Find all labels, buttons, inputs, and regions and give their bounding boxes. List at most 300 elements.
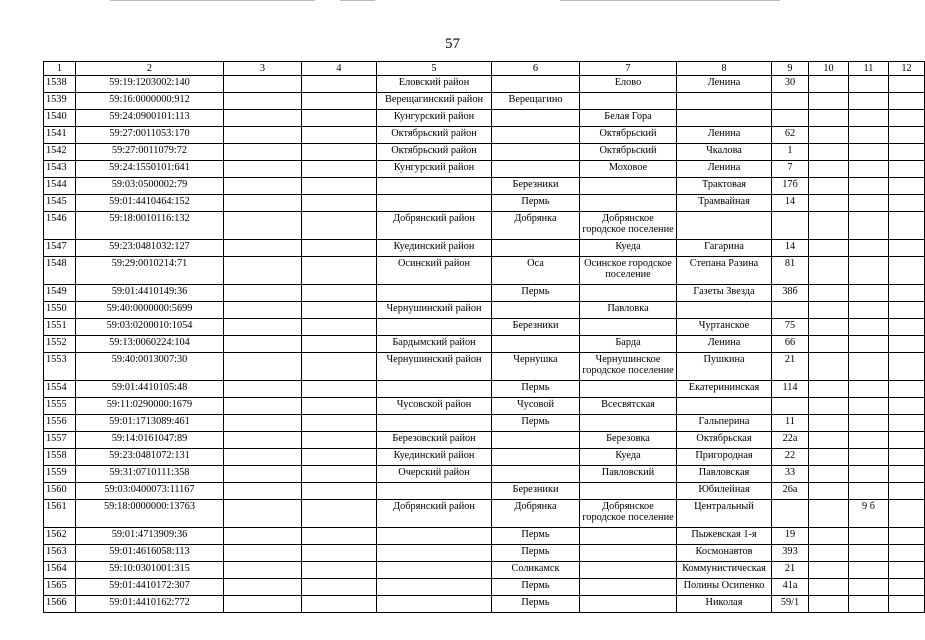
cadastral-number: 59:14:0161047:89 — [76, 432, 224, 449]
col-10 — [809, 528, 849, 545]
page-number: 57 — [445, 36, 460, 52]
street-cell: Трактовая — [677, 178, 772, 195]
street-cell: Газеты Звезда — [677, 285, 772, 302]
street-cell: Ленина — [677, 336, 772, 353]
col-11 — [849, 240, 889, 257]
locality-cell: Елово — [580, 76, 677, 93]
street-cell — [677, 212, 772, 240]
col-4 — [302, 432, 377, 449]
col-11 — [849, 161, 889, 178]
district-cell — [377, 195, 492, 212]
cadastral-number: 59:29:0010214:71 — [76, 257, 224, 285]
col-3 — [224, 483, 302, 500]
col-12 — [889, 178, 925, 195]
col-3 — [224, 398, 302, 415]
col-12 — [889, 319, 925, 336]
row-number: 1554 — [44, 381, 76, 398]
col-3 — [224, 466, 302, 483]
street-cell: Ленина — [677, 161, 772, 178]
table-row — [44, 240, 925, 257]
city-cell — [492, 302, 580, 319]
col-11 — [849, 353, 889, 381]
locality-cell — [580, 285, 677, 302]
row-number: 1552 — [44, 336, 76, 353]
locality-cell — [580, 562, 677, 579]
row-number: 1547 — [44, 240, 76, 257]
locality-cell: Добрянское городское поселение — [580, 212, 677, 240]
col-12 — [889, 195, 925, 212]
col-11 — [849, 381, 889, 398]
col-4 — [302, 596, 377, 613]
locality-cell: Всесвятская — [580, 398, 677, 415]
house-cell: 114 — [772, 381, 809, 398]
district-cell: Октябрьский район — [377, 144, 492, 161]
col-11 — [849, 302, 889, 319]
col-3 — [224, 195, 302, 212]
col-10 — [809, 579, 849, 596]
cadastral-number: 59:01:4410464:152 — [76, 195, 224, 212]
district-cell — [377, 381, 492, 398]
col-10 — [809, 302, 849, 319]
cadastral-number: 59:01:4410149:36 — [76, 285, 224, 302]
row-number: 1540 — [44, 110, 76, 127]
scan-top-rule — [110, 0, 315, 1]
street-cell: Ленина — [677, 76, 772, 93]
locality-cell: Добрянское городское поселение — [580, 500, 677, 528]
city-cell: Оса — [492, 257, 580, 285]
row-number: 1559 — [44, 466, 76, 483]
col-10 — [809, 93, 849, 110]
city-cell: Пермь — [492, 285, 580, 302]
row-number: 1557 — [44, 432, 76, 449]
column-header: 7 — [580, 62, 677, 76]
col-10 — [809, 449, 849, 466]
col-10 — [809, 381, 849, 398]
cadastral-number: 59:40:0013007:30 — [76, 353, 224, 381]
house-cell — [772, 110, 809, 127]
table-row — [44, 415, 925, 432]
column-header: 8 — [677, 62, 772, 76]
table-row — [44, 545, 925, 562]
column-header: 4 — [302, 62, 377, 76]
district-cell: Очерский район — [377, 466, 492, 483]
house-cell: 26а — [772, 483, 809, 500]
col-11 — [849, 528, 889, 545]
city-cell — [492, 76, 580, 93]
table-row — [44, 432, 925, 449]
col-3 — [224, 127, 302, 144]
col-11 — [849, 562, 889, 579]
col-11 — [849, 144, 889, 161]
col-10 — [809, 195, 849, 212]
col-12 — [889, 144, 925, 161]
district-cell: Добрянский район — [377, 212, 492, 240]
city-cell — [492, 466, 580, 483]
table-row — [44, 257, 925, 285]
city-cell: Пермь — [492, 579, 580, 596]
house-cell: 66 — [772, 336, 809, 353]
table-body — [44, 76, 925, 613]
register-table — [43, 61, 925, 613]
table-row — [44, 449, 925, 466]
col-11 — [849, 93, 889, 110]
col-10 — [809, 240, 849, 257]
city-cell: Пермь — [492, 596, 580, 613]
col-4 — [302, 500, 377, 528]
col-3 — [224, 353, 302, 381]
street-cell: Космонавтов — [677, 545, 772, 562]
city-cell: Соликамск — [492, 562, 580, 579]
col-12 — [889, 398, 925, 415]
cadastral-number: 59:11:0290000:1679 — [76, 398, 224, 415]
col-12 — [889, 257, 925, 285]
row-number: 1551 — [44, 319, 76, 336]
table-row — [44, 528, 925, 545]
table-row — [44, 336, 925, 353]
locality-cell: Павловка — [580, 302, 677, 319]
cadastral-number: 59:18:0010116:132 — [76, 212, 224, 240]
col-12 — [889, 381, 925, 398]
row-number: 1560 — [44, 483, 76, 500]
col-3 — [224, 562, 302, 579]
col-3 — [224, 336, 302, 353]
city-cell: Березники — [492, 483, 580, 500]
house-cell: 22а — [772, 432, 809, 449]
district-cell: Куединский район — [377, 449, 492, 466]
col-4 — [302, 381, 377, 398]
col-4 — [302, 562, 377, 579]
col-4 — [302, 483, 377, 500]
col-4 — [302, 319, 377, 336]
row-number: 1555 — [44, 398, 76, 415]
col-10 — [809, 161, 849, 178]
city-cell — [492, 432, 580, 449]
house-cell: 22 — [772, 449, 809, 466]
district-cell — [377, 545, 492, 562]
district-cell: Добрянский район — [377, 500, 492, 528]
col-4 — [302, 353, 377, 381]
col-10 — [809, 432, 849, 449]
locality-cell: Октябрьский — [580, 144, 677, 161]
cadastral-number: 59:24:1550101:641 — [76, 161, 224, 178]
col-12 — [889, 596, 925, 613]
cadastral-number: 59:03:0400073:11167 — [76, 483, 224, 500]
city-cell — [492, 449, 580, 466]
col-10 — [809, 500, 849, 528]
col-4 — [302, 240, 377, 257]
district-cell: Кунгурский район — [377, 161, 492, 178]
column-header: 3 — [224, 62, 302, 76]
col-11 — [849, 212, 889, 240]
col-12 — [889, 285, 925, 302]
row-number: 1556 — [44, 415, 76, 432]
col-10 — [809, 319, 849, 336]
house-cell: 41а — [772, 579, 809, 596]
table-row — [44, 579, 925, 596]
col-12 — [889, 562, 925, 579]
col-3 — [224, 285, 302, 302]
city-cell: Пермь — [492, 415, 580, 432]
cadastral-number: 59:18:0000000:13763 — [76, 500, 224, 528]
locality-cell: Чернушинское городское поселение — [580, 353, 677, 381]
col-12 — [889, 212, 925, 240]
table-row — [44, 500, 925, 528]
locality-cell — [580, 93, 677, 110]
col-4 — [302, 178, 377, 195]
col-3 — [224, 449, 302, 466]
col-11: 9 б — [849, 500, 889, 528]
house-cell — [772, 212, 809, 240]
col-4 — [302, 398, 377, 415]
col-12 — [889, 483, 925, 500]
col-12 — [889, 415, 925, 432]
col-4 — [302, 144, 377, 161]
row-number: 1543 — [44, 161, 76, 178]
col-4 — [302, 212, 377, 240]
row-number: 1542 — [44, 144, 76, 161]
col-3 — [224, 432, 302, 449]
row-number: 1563 — [44, 545, 76, 562]
column-header: 9 — [772, 62, 809, 76]
col-12 — [889, 432, 925, 449]
street-cell: Пыжевская 1-я — [677, 528, 772, 545]
col-11 — [849, 545, 889, 562]
table-row — [44, 381, 925, 398]
cadastral-number: 59:01:4410162:772 — [76, 596, 224, 613]
district-cell: Октябрьский район — [377, 127, 492, 144]
col-11 — [849, 285, 889, 302]
cadastral-number: 59:27:0011053:170 — [76, 127, 224, 144]
city-cell: Чусовой — [492, 398, 580, 415]
col-3 — [224, 76, 302, 93]
locality-cell — [580, 528, 677, 545]
city-cell — [492, 110, 580, 127]
col-11 — [849, 319, 889, 336]
locality-cell — [580, 483, 677, 500]
col-10 — [809, 545, 849, 562]
col-11 — [849, 257, 889, 285]
district-cell: Осинский район — [377, 257, 492, 285]
locality-cell — [580, 415, 677, 432]
row-number: 1561 — [44, 500, 76, 528]
house-cell: 75 — [772, 319, 809, 336]
col-3 — [224, 257, 302, 285]
table-row — [44, 596, 925, 613]
col-4 — [302, 195, 377, 212]
street-cell: Гальперина — [677, 415, 772, 432]
locality-cell: Березовка — [580, 432, 677, 449]
col-4 — [302, 336, 377, 353]
district-cell — [377, 483, 492, 500]
col-10 — [809, 285, 849, 302]
street-cell: Пригородная — [677, 449, 772, 466]
district-cell: Чусовской район — [377, 398, 492, 415]
locality-cell — [580, 319, 677, 336]
cadastral-number: 59:23:0481072:131 — [76, 449, 224, 466]
district-cell: Чернушинский район — [377, 353, 492, 381]
col-11 — [849, 127, 889, 144]
district-cell: Верещагинский район — [377, 93, 492, 110]
col-4 — [302, 110, 377, 127]
column-header: 5 — [377, 62, 492, 76]
street-cell — [677, 93, 772, 110]
row-number: 1548 — [44, 257, 76, 285]
col-4 — [302, 127, 377, 144]
table-row — [44, 76, 925, 93]
locality-cell: Октябрьский — [580, 127, 677, 144]
district-cell: Куединский район — [377, 240, 492, 257]
col-11 — [849, 336, 889, 353]
locality-cell: Белая Гора — [580, 110, 677, 127]
col-3 — [224, 93, 302, 110]
city-cell: Чернушка — [492, 353, 580, 381]
district-cell — [377, 596, 492, 613]
col-4 — [302, 579, 377, 596]
col-10 — [809, 76, 849, 93]
city-cell — [492, 336, 580, 353]
col-10 — [809, 398, 849, 415]
table-row — [44, 562, 925, 579]
col-11 — [849, 432, 889, 449]
locality-cell — [580, 381, 677, 398]
city-cell: Пермь — [492, 528, 580, 545]
locality-cell — [580, 579, 677, 596]
col-12 — [889, 336, 925, 353]
col-3 — [224, 110, 302, 127]
col-3 — [224, 240, 302, 257]
col-12 — [889, 93, 925, 110]
col-11 — [849, 110, 889, 127]
cadastral-number: 59:19:1203002:140 — [76, 76, 224, 93]
city-cell — [492, 161, 580, 178]
column-header: 2 — [76, 62, 224, 76]
district-cell: Кунгурский район — [377, 110, 492, 127]
col-12 — [889, 76, 925, 93]
row-number: 1566 — [44, 596, 76, 613]
scan-top-rule — [560, 0, 780, 1]
house-cell — [772, 93, 809, 110]
col-10 — [809, 257, 849, 285]
col-11 — [849, 579, 889, 596]
col-11 — [849, 398, 889, 415]
col-4 — [302, 285, 377, 302]
column-header: 11 — [849, 62, 889, 76]
cadastral-number: 59:16:0000000:912 — [76, 93, 224, 110]
house-cell: 7 — [772, 161, 809, 178]
house-cell: 38б — [772, 285, 809, 302]
col-11 — [849, 195, 889, 212]
locality-cell — [580, 545, 677, 562]
house-cell: 81 — [772, 257, 809, 285]
row-number: 1539 — [44, 93, 76, 110]
city-cell: Добрянка — [492, 500, 580, 528]
house-cell: 30 — [772, 76, 809, 93]
col-3 — [224, 319, 302, 336]
house-cell: 14 — [772, 195, 809, 212]
col-11 — [849, 596, 889, 613]
locality-cell: Осинское городское поселение — [580, 257, 677, 285]
street-cell: Трамвайная — [677, 195, 772, 212]
district-cell — [377, 415, 492, 432]
locality-cell: Павловский — [580, 466, 677, 483]
street-cell: Гагарина — [677, 240, 772, 257]
city-cell: Пермь — [492, 545, 580, 562]
row-number: 1553 — [44, 353, 76, 381]
col-3 — [224, 579, 302, 596]
locality-cell — [580, 178, 677, 195]
col-12 — [889, 110, 925, 127]
cadastral-number: 59:03:0500002:79 — [76, 178, 224, 195]
house-cell: 393 — [772, 545, 809, 562]
col-4 — [302, 466, 377, 483]
column-header: 12 — [889, 62, 925, 76]
city-cell: Березники — [492, 319, 580, 336]
column-header: 1 — [44, 62, 76, 76]
cadastral-number: 59:10:0301001:315 — [76, 562, 224, 579]
col-10 — [809, 562, 849, 579]
house-cell: 33 — [772, 466, 809, 483]
district-cell: Бардымский район — [377, 336, 492, 353]
street-cell — [677, 398, 772, 415]
col-3 — [224, 212, 302, 240]
house-cell: 21 — [772, 562, 809, 579]
street-cell: Чкалова — [677, 144, 772, 161]
table-row — [44, 195, 925, 212]
col-11 — [849, 415, 889, 432]
table-row — [44, 110, 925, 127]
street-cell: Павловская — [677, 466, 772, 483]
house-cell: 17б — [772, 178, 809, 195]
district-cell — [377, 178, 492, 195]
col-3 — [224, 381, 302, 398]
col-3 — [224, 545, 302, 562]
col-10 — [809, 336, 849, 353]
cadastral-number: 59:01:4713909:36 — [76, 528, 224, 545]
city-cell: Добрянка — [492, 212, 580, 240]
col-12 — [889, 449, 925, 466]
table-row — [44, 353, 925, 381]
row-number: 1565 — [44, 579, 76, 596]
col-12 — [889, 579, 925, 596]
table-row — [44, 466, 925, 483]
col-10 — [809, 415, 849, 432]
col-4 — [302, 545, 377, 562]
col-10 — [809, 144, 849, 161]
cadastral-number: 59:03:0200010:1054 — [76, 319, 224, 336]
col-12 — [889, 528, 925, 545]
street-cell: Ленина — [677, 127, 772, 144]
locality-cell — [580, 596, 677, 613]
table-row — [44, 144, 925, 161]
house-cell: 19 — [772, 528, 809, 545]
cadastral-number: 59:24:0900101:113 — [76, 110, 224, 127]
col-10 — [809, 596, 849, 613]
col-4 — [302, 93, 377, 110]
scan-top-rule — [340, 0, 375, 1]
house-cell — [772, 398, 809, 415]
table-row — [44, 212, 925, 240]
col-4 — [302, 449, 377, 466]
table-row — [44, 398, 925, 415]
col-4 — [302, 161, 377, 178]
col-3 — [224, 500, 302, 528]
city-cell: Пермь — [492, 381, 580, 398]
col-11 — [849, 466, 889, 483]
cadastral-number: 59:01:4410105:48 — [76, 381, 224, 398]
district-cell: Еловский район — [377, 76, 492, 93]
col-4 — [302, 528, 377, 545]
table-row — [44, 319, 925, 336]
